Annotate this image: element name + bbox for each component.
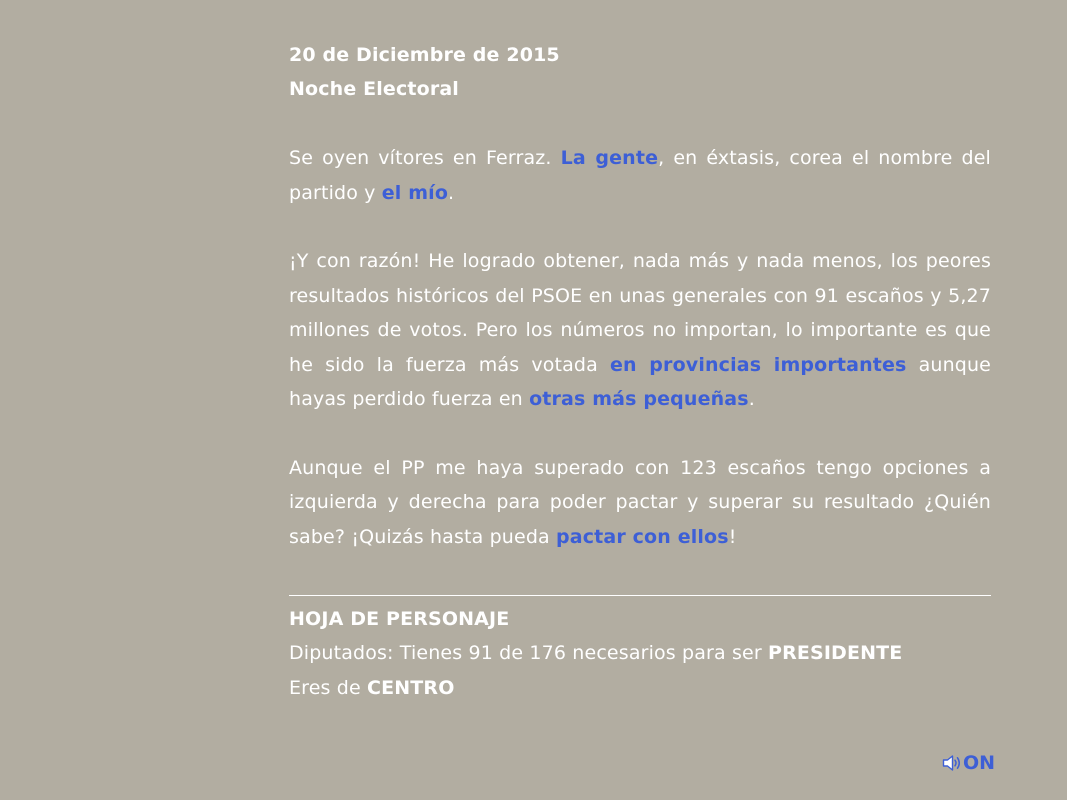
speaker-icon xyxy=(942,754,963,772)
ideology-value: CENTRO xyxy=(367,676,455,699)
ideology-text: Eres de xyxy=(289,676,368,699)
story-date: 20 de Diciembre de 2015 xyxy=(289,44,560,66)
paragraph-intro xyxy=(289,141,991,210)
paragraph-results xyxy=(289,244,991,416)
character-sheet-deputies xyxy=(289,636,991,670)
choice-link-el-mio[interactable]: el mío xyxy=(381,181,449,204)
paragraph-text: ! xyxy=(728,525,737,548)
paragraph-options xyxy=(289,451,991,554)
paragraph-text: ¡Y con razón! He logrado obtener, nada más y nada menos, los peores resultados históricos del PSOE en unas generales con 91 escaños y 5,27 millones de votos. Pero los números no importan, lo importante es que he sido la fuerza más votada xyxy=(289,250,991,376)
sound-toggle-button[interactable] xyxy=(942,750,995,776)
paragraph-text: Se oyen vítores en Ferraz. xyxy=(289,147,561,170)
sound-toggle-label: ON xyxy=(963,752,996,774)
deputies-text: Diputados: Tienes 91 de 176 necesarios para ser xyxy=(289,642,768,665)
story-subtitle: Noche Electoral xyxy=(289,78,459,101)
paragraph-text: , en éxtasis, corea el nombre del partido y xyxy=(289,147,991,204)
story-container xyxy=(289,38,991,705)
paragraph-text: . xyxy=(748,388,755,411)
deputies-goal: PRESIDENTE xyxy=(768,642,903,665)
choice-link-pactar-con-ellos[interactable]: pactar con ellos xyxy=(556,525,729,548)
choice-link-provincias-importantes[interactable]: en provincias importantes xyxy=(609,353,907,376)
paragraph-text: aunque hayas perdido fuerza en xyxy=(289,353,992,411)
paragraph-text: Aunque el PP me haya superado con 123 escaños tengo opciones a izquierda y derecha para poder pactar y superar su resultado ¿Quién sabe? ¡Quizás hasta pueda xyxy=(289,456,991,548)
character-sheet-title: HOJA DE PERSONAJE xyxy=(289,608,510,631)
section-divider xyxy=(289,595,991,596)
choice-link-la-gente[interactable]: La gente xyxy=(560,147,659,170)
paragraph-text: . xyxy=(448,181,455,204)
character-sheet-ideology xyxy=(289,671,991,705)
choice-link-otras-mas-pequenas[interactable]: otras más pequeñas xyxy=(529,388,749,411)
